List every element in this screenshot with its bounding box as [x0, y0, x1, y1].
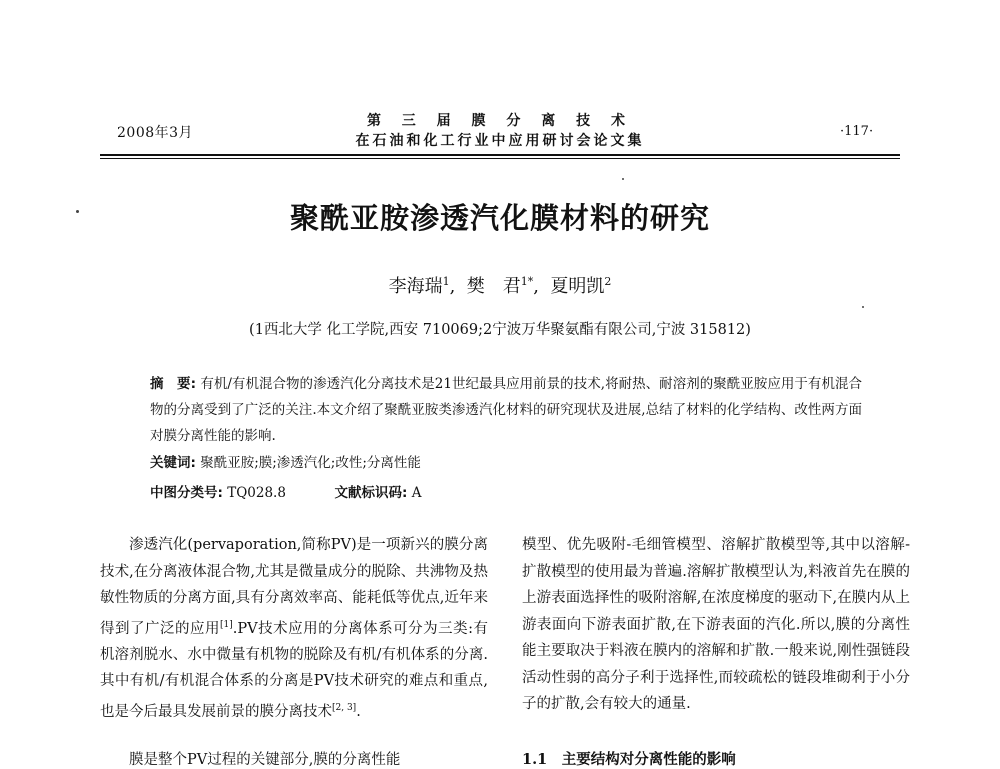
author-list: 李海瑞$^1$, 樊 君$^{1*}$, 夏明凯$^2$ — [388, 275, 612, 297]
body-right-paragraph: 模型、优先吸附-毛细管模型、溶解扩散模型等,其中以溶解-扩散模型的使用最为普遍.溶解扩散模型认为,料液首先在膜的上游表面选择性的吸附溶解,在浓度梯度的驱动下,在膜内从上游表面向下游表面扩散,在下游表面的汽化.所以,膜的分离性能主要取决于料液在膜内的溶解和扩散.一般来说,刚性强链段活动性弱的高分子利于选择性,而较疏松的链段堆砌利于小分子的扩散,会有较大的通量. — [522, 537, 910, 712]
author-name: 樊 君 — [466, 276, 521, 297]
paper-title: 聚酰亚胺渗透汽化膜材料的研究 — [289, 201, 710, 235]
body-text: .PV技术应用的分离体系可分为三类:有机溶剂脱水、水中微量有机物的脱除及有机/有机体系的分离.其中有机/有机混合体系的分离是PV技术研究的难点和重点,也是今后最具发展前景的膜分离技术 — [100, 620, 488, 720]
body-left-cut-line: 膜是整个PV过程的关键部分,膜的分离性能 — [129, 752, 401, 768]
header-rule-thin — [100, 158, 900, 159]
author-affil-mark: 2 — [604, 275, 612, 288]
section-heading-cut: 1.1 主要结构对分离性能的影响 — [522, 751, 736, 768]
header-page-number: ·117· — [840, 124, 874, 139]
body-text: . — [356, 703, 361, 720]
abstract-text: 有机/有机混合物的渗透汽化分离技术是21世纪最具应用前景的技术,将耐热、耐溶剂的聚酰亚胺应用于有机混合物的分离受到了广泛的关注.本文介绍了聚酰亚胺类渗透汽化材料的研究现状及进展,总结了材料的化学结构、改性两方面对膜分离性能的影响. — [150, 376, 862, 444]
header-date: 2008年3月 — [117, 125, 194, 141]
author-name: 夏明凯 — [550, 276, 605, 297]
header-rule-thick — [100, 154, 900, 156]
body-text: 渗透汽化(pervaporation,简称PV)是一项新兴的膜分离技术,在分离液体混合物,尤其是微量成分的脱除、共沸物及热敏性物质的分离方面,具有分离效率高、能耗低等优点,近年来得到了广泛的应用 — [100, 537, 488, 637]
doc-code-value: A — [411, 485, 422, 501]
citation: [2, 3] — [332, 702, 357, 713]
author-name: 李海瑞 — [388, 276, 443, 297]
clc-label: 中图分类号: — [150, 485, 223, 501]
keywords — [150, 451, 421, 471]
body-left-paragraph — [100, 532, 488, 725]
citation: [1] — [220, 619, 233, 630]
clc-value: TQ028.8 — [227, 485, 286, 501]
header-journal-line2: 在石油和化工行业中应用研讨会论文集 — [355, 133, 645, 149]
keywords-label: 关键词: — [150, 455, 196, 471]
scan-speck — [862, 306, 864, 308]
doc-code-label: 文献标识码: — [334, 485, 408, 501]
keywords-text: 聚酰亚胺;膜;渗透汽化;改性;分离性能 — [200, 455, 421, 471]
abstract-label: 摘 要: — [150, 376, 196, 392]
affiliation: (1西北大学 化工学院,西安 710069;2宁波万华聚氨酯有限公司,宁波 315812) — [249, 322, 751, 338]
author-affil-mark: 1 — [442, 275, 450, 288]
author-affil-mark: 1* — [520, 275, 534, 288]
classification — [150, 481, 421, 501]
header-journal-line1: 第 三 届 膜 分 离 技 术 — [366, 113, 634, 129]
abstract — [150, 371, 862, 449]
scan-speck — [622, 178, 624, 180]
